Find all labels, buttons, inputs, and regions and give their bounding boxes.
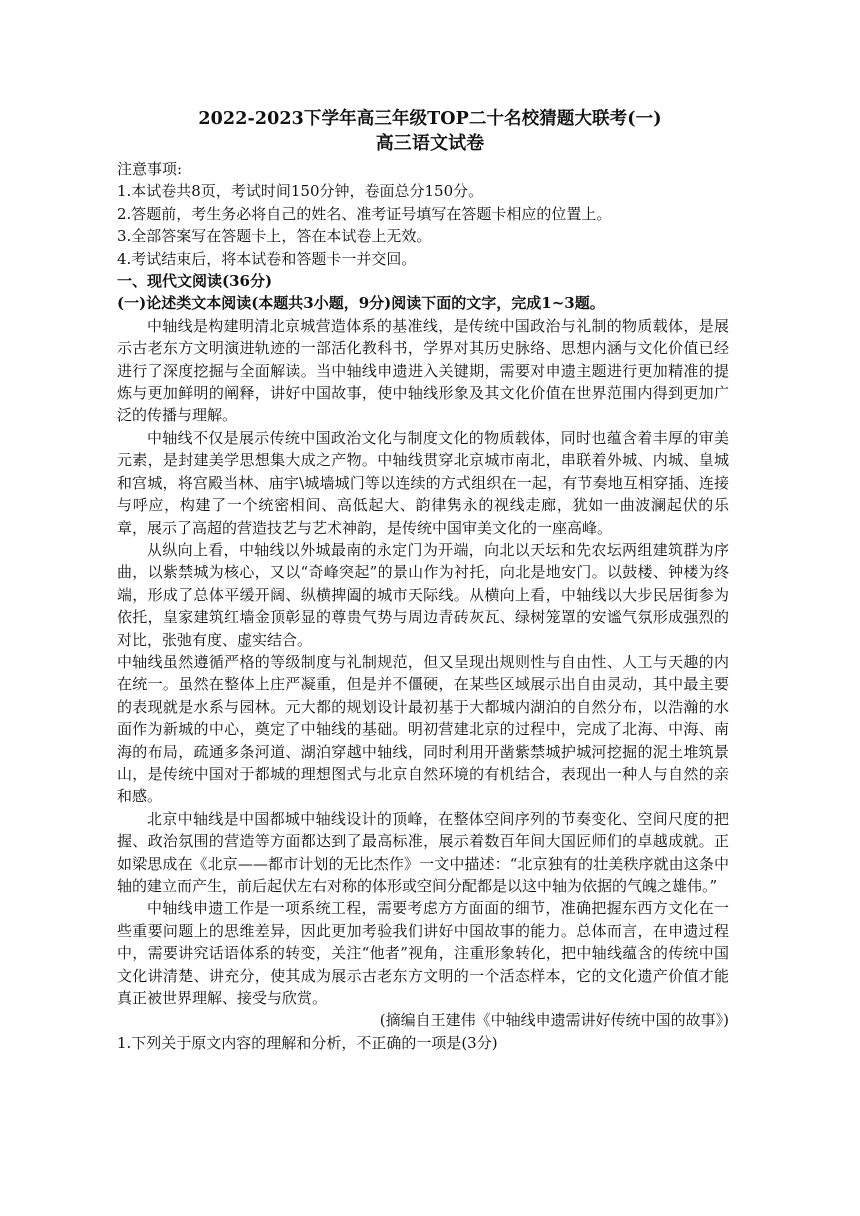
notice-item: 4.考试结束后，将本试卷和答题卡一并交回。 xyxy=(117,249,417,268)
exam-content xyxy=(117,158,729,1054)
notice-item: 2.答题前，考生务必将自己的姓名、准考证号填写在答题卡相应的位置上。 xyxy=(117,204,612,223)
passage-paragraph: 中轴线不仅是展示传统中国政治文化与制度文化的物质载体，同时也蕴含着丰厚的审美元素，是封建美学思想集大成之产物。中轴线贯穿北京城市南北，串联着外城、内城、皇城和宫城，将宫殿当林、庙宇\城墙城门等以连续的方式组织在一起，有节奏地互相穿插、连接与呼应，构建了一个统密相间、高低起大、韵律隽永的视线走廊，犹如一曲波澜起伏的乐章，展示了高超的营造技艺与艺术神韵，是传统中国审美文化的一座高峰。 xyxy=(117,428,729,537)
notice-heading: 注意事项: xyxy=(117,160,183,178)
exam-subtitle: 高三语文试卷 xyxy=(375,133,485,154)
passage-paragraph: 中轴线虽然遵循严格的等级制度与礼制规范，但又呈现出规则性与自由性、人工与天趣的内在统一。虽然在整体上庄严凝重，但是并不僵硬，在某些区域展示出自由灵动，其中最主要的表现就是水系与园林。元大都的规划设计最初基于大都城内湖泊的自然分布，以浩瀚的水面作为新城的中心，奠定了中轴线的基础。明初营建北京的过程中，完成了北海、中海、南海的布局，疏通多条河道、湖泊穿越中轴线，同时利用开凿紫禁城护城河挖掘的泥土堆筑景山，是传统中国对于都城的理想图式与北京自然环境的有机结合，表现出一种人与自然的亲和感。 xyxy=(117,652,729,806)
passage-attribution: (摘编自王建伟《中轴线申遗需讲好传统中国的故事》) xyxy=(379,1011,729,1030)
passage-paragraph: 从纵向上看，中轴线以外城最南的永定门为开端，向北以天坛和先农坛两组建筑群为序曲，以紫禁城为核心，又以“奇峰突起”的景山作为衬托，向北是地安门。以鼓楼、钟楼为终端，形成了总体平缓开阔、纵横捭阖的城市天际线。从横向上看，中轴线以大步民居街参为依托，皇家建筑红墙金顶彰显的尊贵气势与周边青砖灰瓦、绿树笼罩的安谧气氛形成强烈的对比，张弛有度、虚实结合。 xyxy=(117,540,729,649)
section-subheading: (一)论述类文本阅读(本题共3小题，9分)阅读下面的文字，完成1~3题。 xyxy=(117,294,605,313)
exam-title: 2022-2023下学年高三年级TOP二十名校猜题大联考(一) xyxy=(198,109,662,129)
passage-paragraph: 中轴线申遗工作是一项系统工程，需要考虑方方面面的细节，准确把握东西方文化在一些重要问题上的思维差异，因此更加考验我们讲好中国故事的能力。总体而言，在申遗过程中，需要讲究话语体系的转变，关注“他者”视角，注重形象转化，把中轴线蕴含的传统中国文化讲清楚、讲充分，使其成为展示古老东方文明的一个活态样本，它的文化遗产价值才能真正被世界理解、接受与欣赏。 xyxy=(117,899,729,1008)
question-1: 1.下列关于原文内容的理解和分析，不正确的一项是(3分) xyxy=(117,1033,498,1052)
passage-paragraph: 中轴线是构建明清北京城营造体系的基准线，是传统中国政治与礼制的物质载体，是展示古老东方文明演进轨迹的一部活化教科书，学界对其历史脉络、思想内涵与文化价值已经进行了深度挖掘与全面解读。当中轴线申遗进入关键期，需要对申遗主题进行更加精准的提炼与更加鲜明的阐释，讲好中国故事，使中轴线形象及其文化价值在世界范围内得到更加广泛的传播与理解。 xyxy=(117,316,729,425)
section-heading: 一、现代文阅读(36分) xyxy=(117,272,273,291)
notice-item: 3.全部答案写在答题卡上，答在本试卷上无效。 xyxy=(117,227,432,246)
notice-item: 1.本试卷共8页，考试时间150分钟，卷面总分150分。 xyxy=(117,182,484,201)
passage-paragraph: 北京中轴线是中国都城中轴线设计的顶峰，在整体空间序列的节奏变化、空间尺度的把握、政治氛围的营造等方面都达到了最高标准，展示着数百年间大国匠师们的卓越成就。正如梁思成在《北京——都市计划的无比杰作》一文中描述：“北京独有的壮美秩序就由这条中轴的建立而产生，前后起伏左右对称的体形或空间分配都是以这中轴为依据的气魄之雄伟。” xyxy=(117,809,729,895)
